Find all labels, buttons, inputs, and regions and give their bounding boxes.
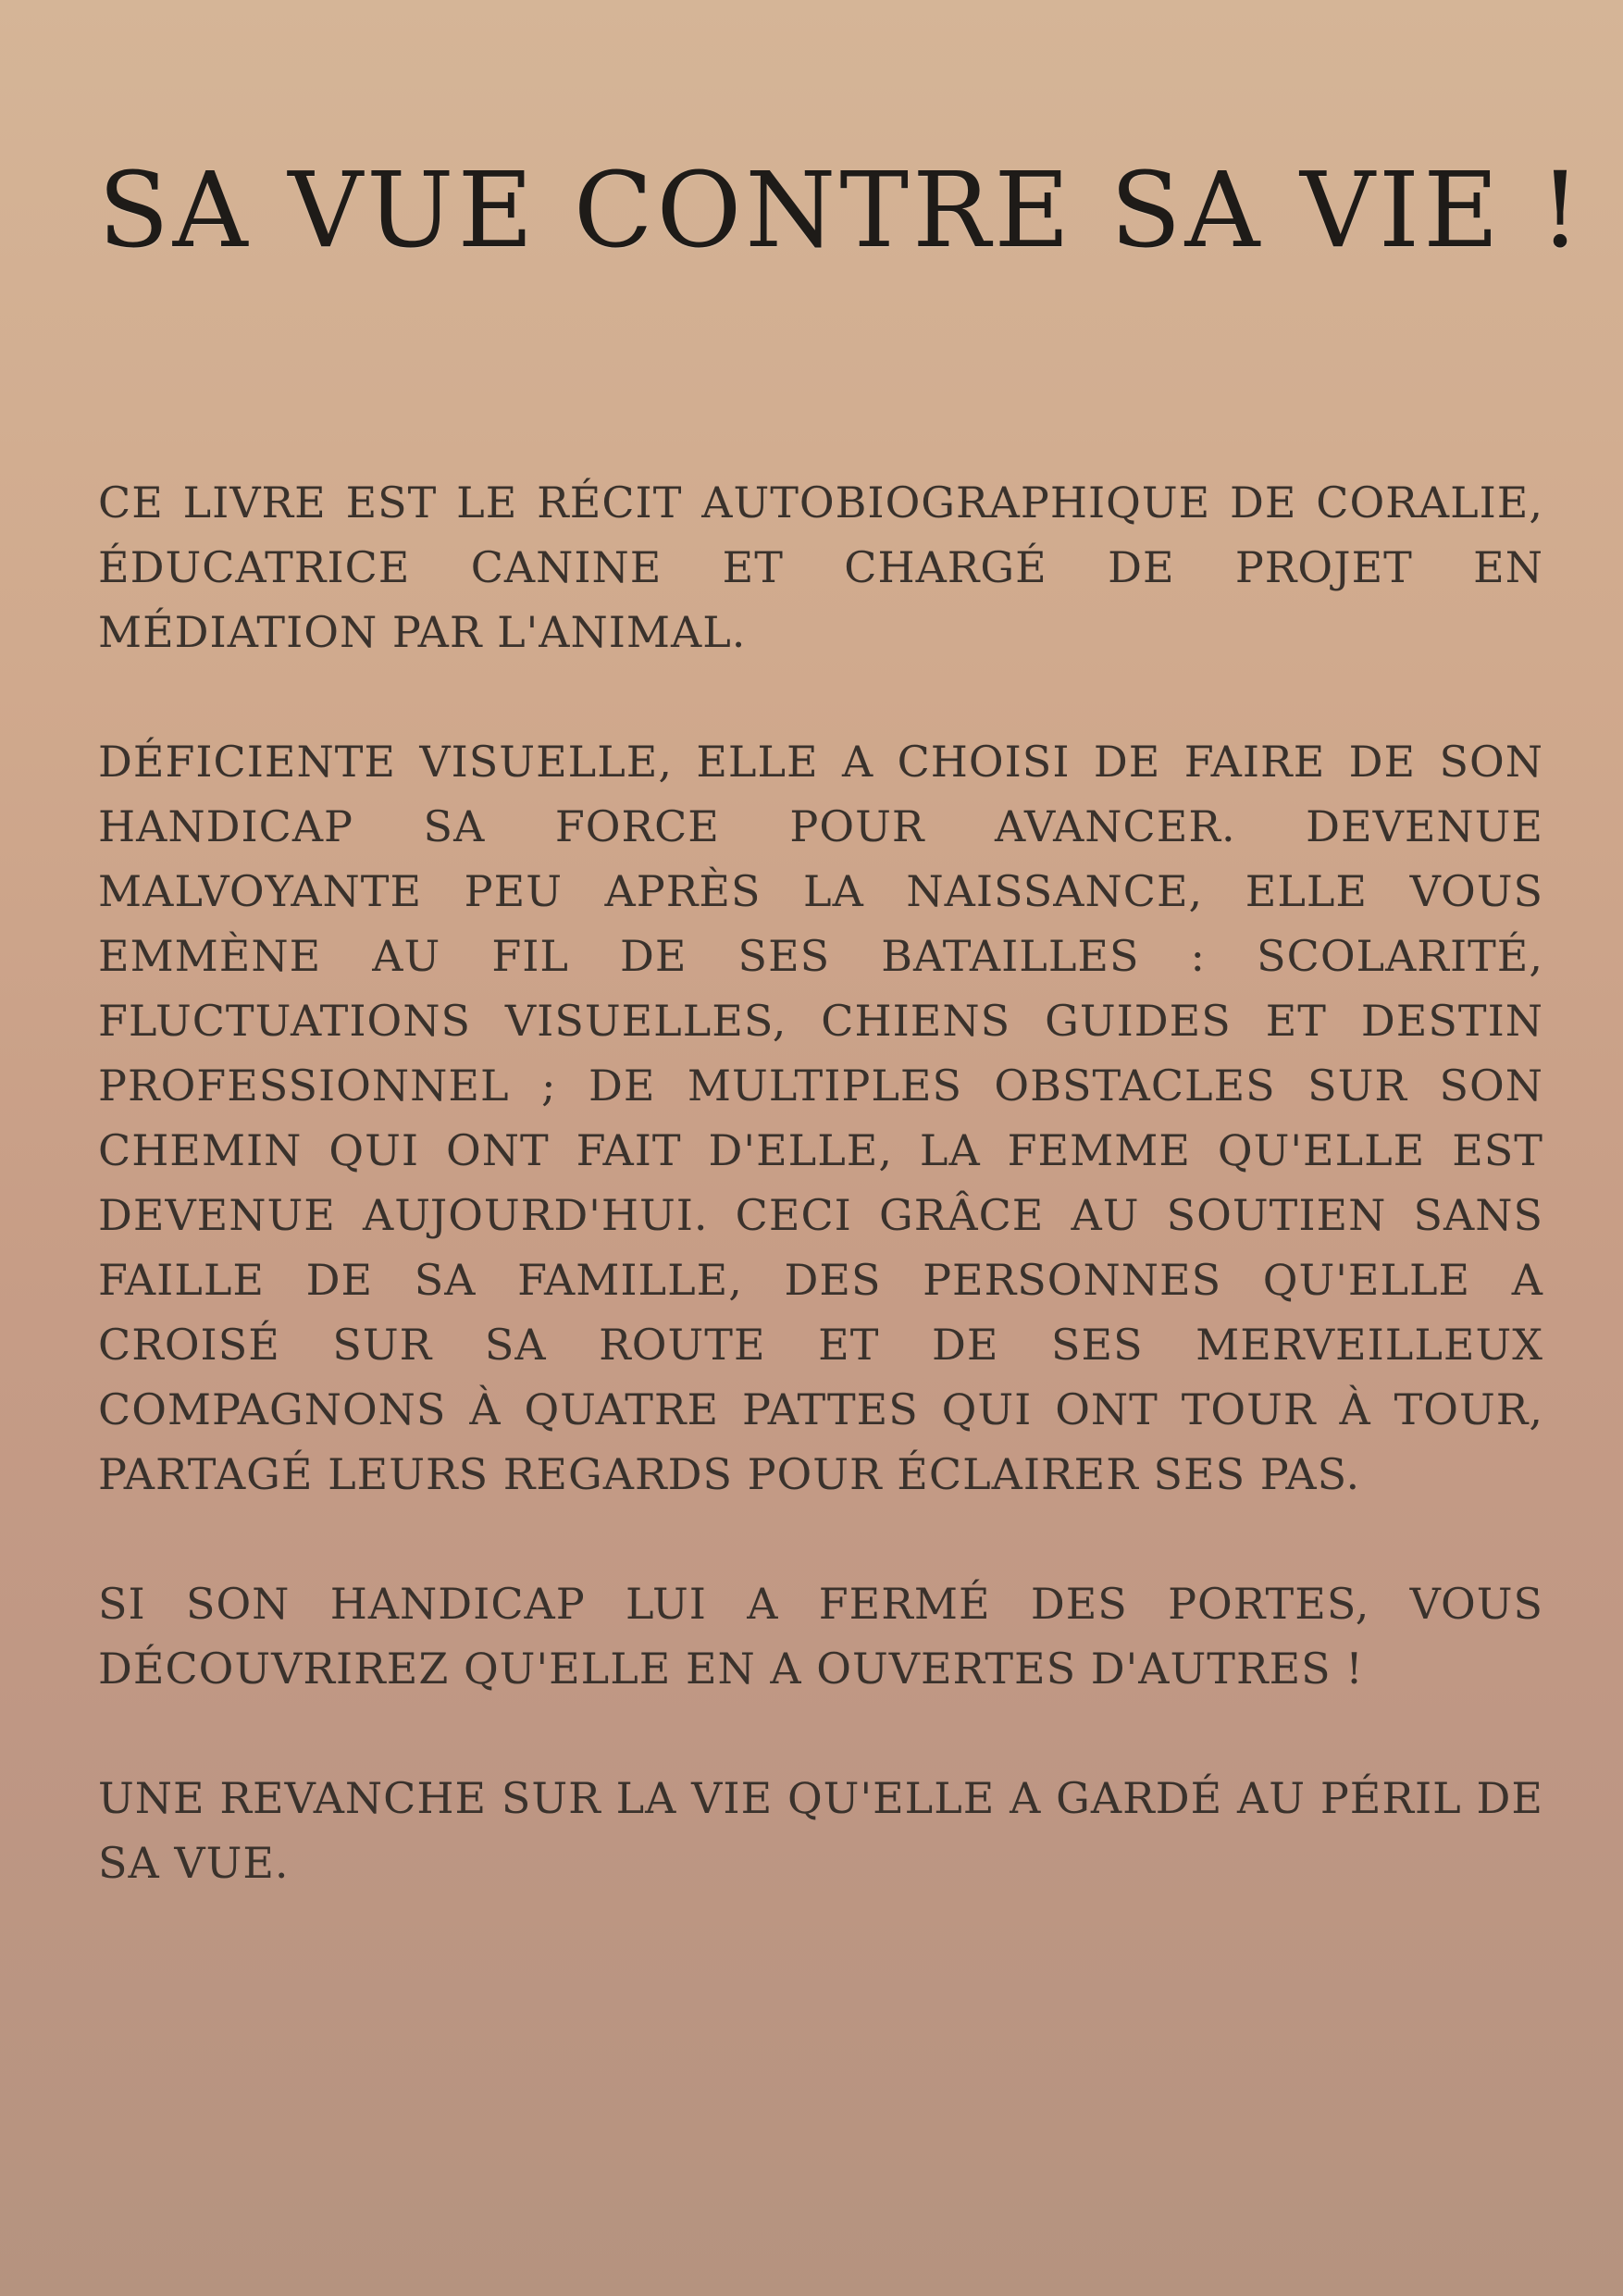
summary-paragraph-intro: CE LIVRE EST LE RÉCIT AUTOBIOGRAPHIQUE DE CORALIE, ÉDUCATRICE CANINE ET CHARGÉ DE PROJET EN MÉDIATION PAR L'ANIMAL. (98, 478, 1543, 657)
summary-paragraph-story: DÉFICIENTE VISUELLE, ELLE A CHOISI DE FAIRE DE SON HANDICAP SA FORCE POUR AVANCER. DEVENUE MALVOYANTE PEU APRÈS LA NAISSANCE, ELLE VOUS EMMÈNE AU FIL DE SES BATAILLES : SCOLARITÉ, FLUCTUATIONS VISUELLES, CHIENS GUIDES ET DESTIN PROFESSIONNEL ; DE MULTIPLES OBSTACLES SUR SON CHEMIN QUI ONT FAIT D'ELLE, LA FEMME QU'ELLE EST DEVENUE AUJOURD'HUI. CECI GRÂCE AU SOUTIEN SANS FAILLE DE SA FAMILLE, DES PERSONNES QU'ELLE A CROISÉ SUR SA ROUTE ET DE SES MERVEILLEUX COMPAGNONS À QUATRE PATTES QUI ONT TOUR À TOUR, PARTAGÉ LEURS REGARDS POUR ÉCLAIRER SES PAS. (98, 737, 1543, 1499)
summary-paragraph-doors: SI SON HANDICAP LUI A FERMÉ DES PORTES, VOUS DÉCOUVRIREZ QU'ELLE EN A OUVERTES D'AUTRES ! (98, 1579, 1543, 1694)
book-summary (98, 470, 1543, 1960)
summary-paragraph-revenge: UNE REVANCHE SUR LA VIE QU'ELLE A GARDÉ AU PÉRIL DE SA VUE. (98, 1773, 1543, 1888)
book-title: SA VUE CONTRE SA VIE ! (98, 151, 1585, 271)
